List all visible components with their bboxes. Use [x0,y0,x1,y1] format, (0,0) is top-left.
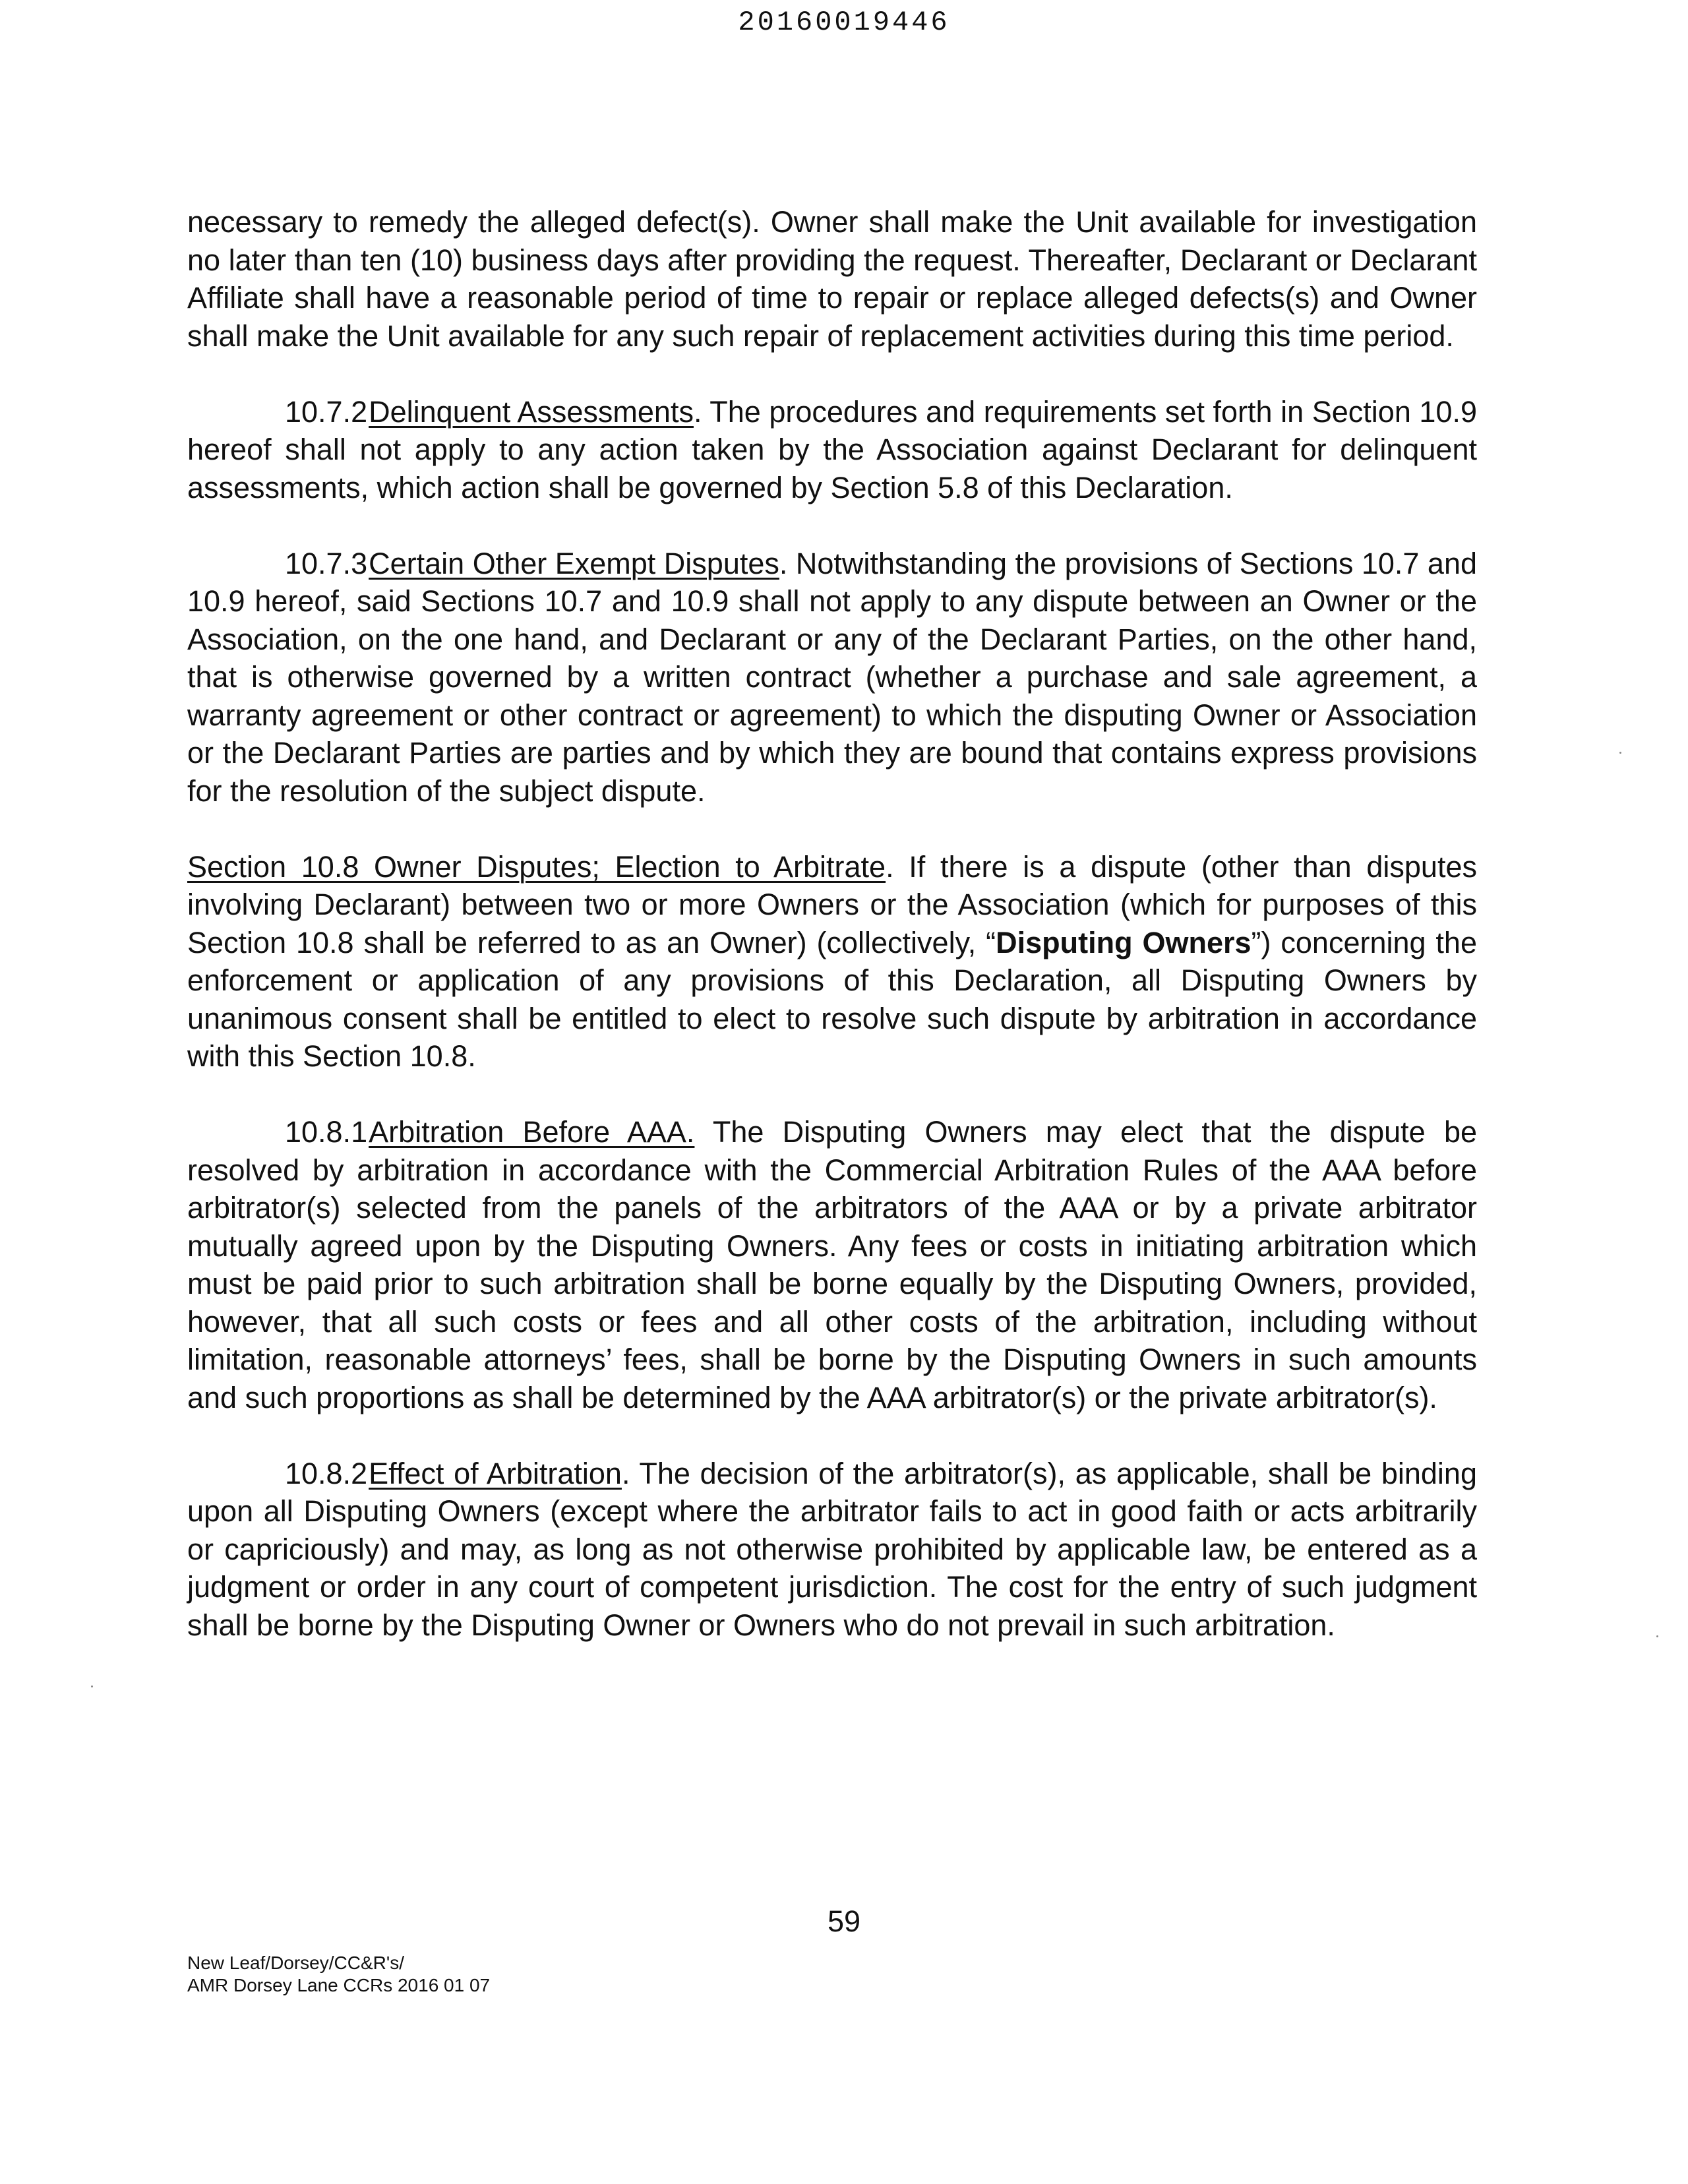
section-heading: Delinquent Assessments [369,394,694,429]
section-heading: Section 10.8 Owner Disputes; Election to Arbitrate [187,849,886,884]
paragraph-continuation [187,203,1477,355]
paragraph-text: . Notwithstanding the provisions of Sections 10.7 and 10.9 hereof, said Sections 10.7 and 10.9 shall not apply to any dispute between an Owner or the Association, on the one hand, and Declarant or any of the Declarant Parties, on the other hand, that is otherwise governed by a written contract (whether a purchase and sale agreement, a warranty agreement or other contract or agreement) to which the disputing Owner or Association or the Declarant Parties are parties and by which they are bound that contains express provisions for the resolution of the subject dispute. [187,546,1478,808]
paragraph-10-7-2 [187,393,1477,507]
document-number: 20160019446 [738,7,950,38]
paragraph-10-7-3 [187,545,1477,810]
paragraph-text: . If there is a dispute (other than disputes involving Declarant) between two or more Owners or the Association (which for purposes of this Section 10.8 shall be referred to as an Owner) (collectively, “ [187,849,1477,959]
paragraph-text: The Disputing Owners may elect that the dispute be resolved by arbitration in accordance with the Commercial Arbitration Rules of the AAA before arbitrator(s) selected from the panels of the arbitrators of the AAA or by a private arbitrator mutually agreed upon by the Disputing Owners. Any fees or costs in initiating arbitration which must be paid prior to such arbitration shall be borne equally by the Disputing Owners, provided, however, that all such costs or fees and all other costs of the arbitration, including without limitation, reasonable attorneys’ fees, shall be borne by the Disputing Owners in such amounts and such proportions as shall be determined by the AAA arbitrator(s) or the private arbitrator(s). [187,1115,1478,1414]
paragraph-text: . The procedures and requirements set forth in Section 10.9 hereof shall not apply to any action taken by the Association against Declarant for delinquent assessments, which action shall be governed by Section 5.8 of this Declaration. [187,394,1478,504]
paragraph-text: ”) concerning the enforcement or application of any provisions of this Declaration, all Disputing Owners by unanimous consent shall be entitled to elect to resolve such dispute by arbitration in accordance with this Section 10.8. [187,925,1477,1073]
defined-term: Disputing Owners [996,925,1251,959]
section-heading: Effect of Arbitration [369,1456,622,1490]
page-number: 59 [827,1904,861,1938]
scan-speck [1619,752,1621,754]
section-number: 10.7.3 [285,546,368,580]
section-number: 10.8.1 [285,1115,368,1149]
scan-speck [1656,1635,1658,1637]
section-number: 10.7.2 [285,394,368,429]
paragraph-10-8-2 [187,1455,1477,1645]
footer-line: AMR Dorsey Lane CCRs 2016 01 07 [187,1975,491,1995]
paragraph-10-8-1 [187,1113,1477,1416]
paragraph-text: . The decision of the arbitrator(s), as applicable, shall be binding upon all Disputing Owners (except where the arbitrator fails to act in good faith or acts arbitrarily or capriciously) and may, as long as not otherwise prohibited by applicable law, be entered as a judgment or order in any court of competent jurisdiction. The cost for the entry of such judgment shall be borne by the Disputing Owner or Owners who do not prevail in such arbitration. [187,1456,1477,1642]
footer-line: New Leaf/Dorsey/CC&R's/ [187,1953,404,1973]
document-body [187,203,1477,1682]
section-number: 10.8.2 [285,1456,368,1490]
paragraph-section-10-8 [187,848,1477,1076]
scan-speck [91,1685,93,1687]
section-heading: Certain Other Exempt Disputes [369,546,779,580]
section-heading: Arbitration Before AAA. [369,1115,695,1149]
paragraph-text: necessary to remedy the alleged defect(s). Owner shall make the Unit available for investigation no later than ten (10) business days after providing the request. Thereafter, Declarant or Declarant Affiliate shall have a reasonable period of time to repair or replace alleged defects(s) and Owner shall make the Unit available for any such repair of replacement activities during this time period. [187,205,1477,353]
footer [187,1952,490,1997]
